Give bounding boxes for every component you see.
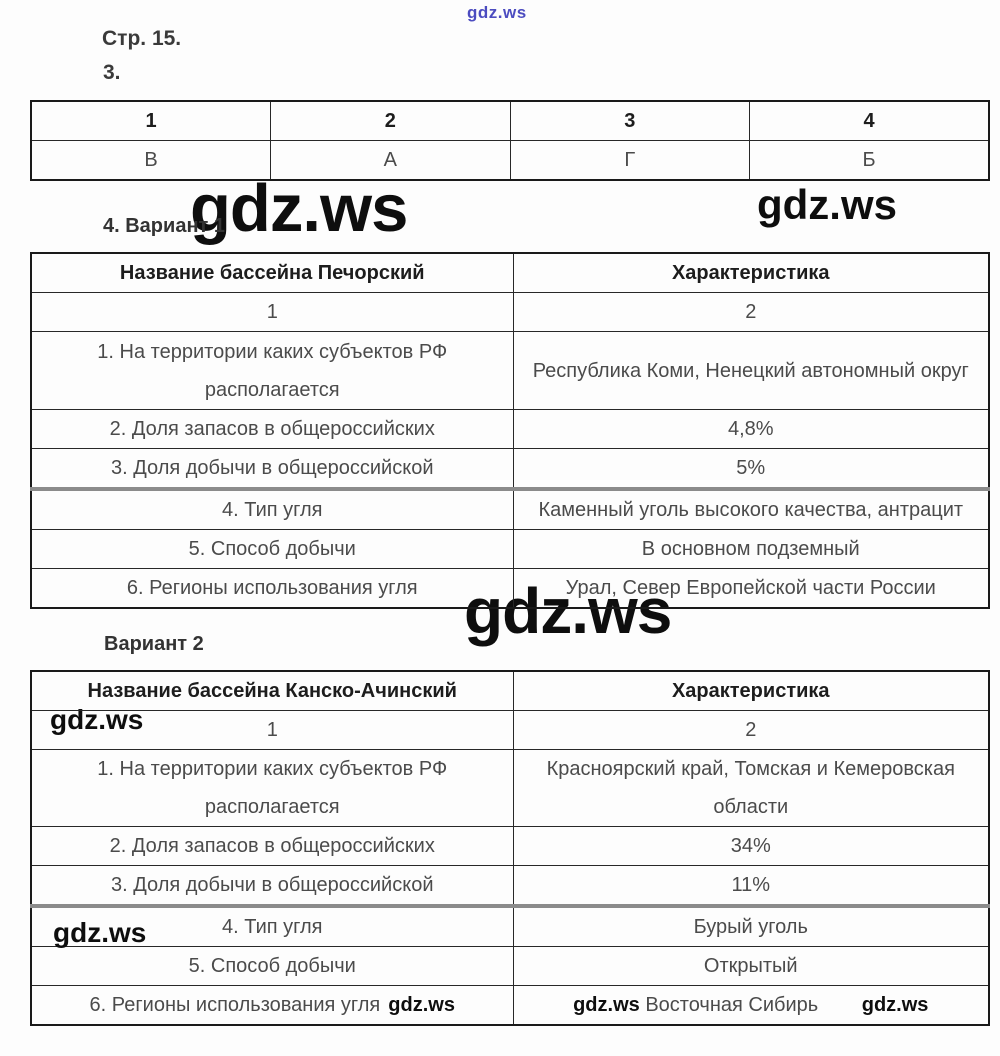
- task-3-label: 3.: [103, 61, 121, 84]
- table-row: [31, 827, 989, 866]
- answers-table: [30, 100, 990, 181]
- answers-header-1: 1: [31, 101, 271, 141]
- pechorsky-row5-value: В основном подземный: [513, 530, 989, 569]
- kansko-row1-label: 1. На территории каких субъектов РФ располагается: [31, 750, 513, 827]
- variant-2-label: Вариант 2: [104, 633, 204, 655]
- table-row: [31, 986, 989, 1026]
- pechorsky-row6-label: 6. Регионы использования угля: [31, 569, 513, 609]
- answers-header-4: 4: [750, 101, 990, 141]
- kansko-row6-label-text: 6. Регионы использования угля: [89, 994, 381, 1016]
- table-row: [31, 750, 989, 827]
- table-row: [31, 253, 989, 293]
- answer-value-4: Б: [750, 141, 990, 181]
- kansko-col1-header: Название бассейна Канско-Ачинский: [31, 671, 513, 711]
- watermark-gdzws-large-1: gdz.ws: [190, 171, 408, 246]
- kansko-row4-value: Бурый уголь: [513, 906, 989, 947]
- pechorsky-row6-value: Урал, Север Европейской части России: [513, 569, 989, 609]
- watermark-gdzws-large-2: gdz.ws: [464, 575, 672, 647]
- table-row: [31, 530, 989, 569]
- kansko-row5-value: Открытый: [513, 947, 989, 986]
- watermark-gdzws-right: gdz.ws: [757, 181, 898, 228]
- kansko-row6-label: [31, 986, 513, 1026]
- pechorsky-row2-value: 4,8%: [513, 410, 989, 449]
- answer-value-3: Г: [510, 141, 750, 181]
- kansko-col1-num: 1: [31, 711, 513, 750]
- pechorsky-col2-header: Характеристика: [513, 253, 989, 293]
- watermark-gdzws-inline-3: gdz.ws: [861, 994, 929, 1016]
- kansko-row4-label: 4. Тип угля: [31, 906, 513, 947]
- watermark-gdzws-small-2: gdz.ws: [53, 917, 147, 948]
- answer-value-1: В: [31, 141, 271, 181]
- table-row: [31, 489, 989, 530]
- table-row: [31, 332, 989, 410]
- watermark-gdzws-inline-1: gdz.ws: [388, 994, 455, 1016]
- kansko-row3-value: 11%: [513, 866, 989, 907]
- table-row: [31, 449, 989, 490]
- kansko-row2-label: 2. Доля запасов в общероссийских: [31, 827, 513, 866]
- table-row: [31, 906, 989, 947]
- pechorsky-row3-value: 5%: [513, 449, 989, 490]
- pechorsky-row4-value: Каменный уголь высокого качества, антрацит: [513, 489, 989, 530]
- task-4-label: 4. Вариант 1: [103, 215, 225, 237]
- table-row: [31, 711, 989, 750]
- pechorsky-row3-label: 3. Доля добычи в общероссийской: [31, 449, 513, 490]
- watermark-gdzws-small-1: gdz.ws: [50, 704, 144, 735]
- table-row: [31, 101, 989, 141]
- table-row: [31, 293, 989, 332]
- pechorsky-row2-label: 2. Доля запасов в общероссийских: [31, 410, 513, 449]
- pechorsky-row1-label: 1. На территории каких субъектов РФ располагается: [31, 332, 513, 410]
- pechorsky-row1-value: Республика Коми, Ненецкий автономный округ: [513, 332, 989, 410]
- answers-header-2: 2: [271, 101, 511, 141]
- kansko-row6-value-text: Восточная Сибирь: [645, 994, 819, 1016]
- table-row: [31, 947, 989, 986]
- answers-header-3: 3: [510, 101, 750, 141]
- table-row: [31, 866, 989, 907]
- table-row: [31, 410, 989, 449]
- watermark-gdzws-inline-2: gdz.ws: [573, 994, 640, 1016]
- kansko-row6-value: [513, 986, 989, 1026]
- kansko-row3-label: 3. Доля добычи в общероссийской: [31, 866, 513, 907]
- pechorsky-row4-label: 4. Тип угля: [31, 489, 513, 530]
- pechorsky-row5-label: 5. Способ добычи: [31, 530, 513, 569]
- kansko-col2-num: 2: [513, 711, 989, 750]
- watermark-gdzws-blue: gdz.ws: [467, 3, 527, 22]
- table-row: [31, 569, 989, 609]
- table-row: [31, 141, 989, 181]
- answer-value-2: А: [271, 141, 511, 181]
- kansko-col2-header: Характеристика: [513, 671, 989, 711]
- kansko-achinsky-table: [30, 670, 990, 1026]
- kansko-row1-value: Красноярский край, Томская и Кемеровская области: [513, 750, 989, 827]
- kansko-row2-value: 34%: [513, 827, 989, 866]
- pechorsky-col2-num: 2: [513, 293, 989, 332]
- pechorsky-col1-header: Название бассейна Печорский: [31, 253, 513, 293]
- page-title: Стр. 15.: [102, 27, 182, 50]
- pechorsky-table: [30, 252, 990, 609]
- table-row: [31, 671, 989, 711]
- pechorsky-col1-num: 1: [31, 293, 513, 332]
- kansko-row5-label: 5. Способ добычи: [31, 947, 513, 986]
